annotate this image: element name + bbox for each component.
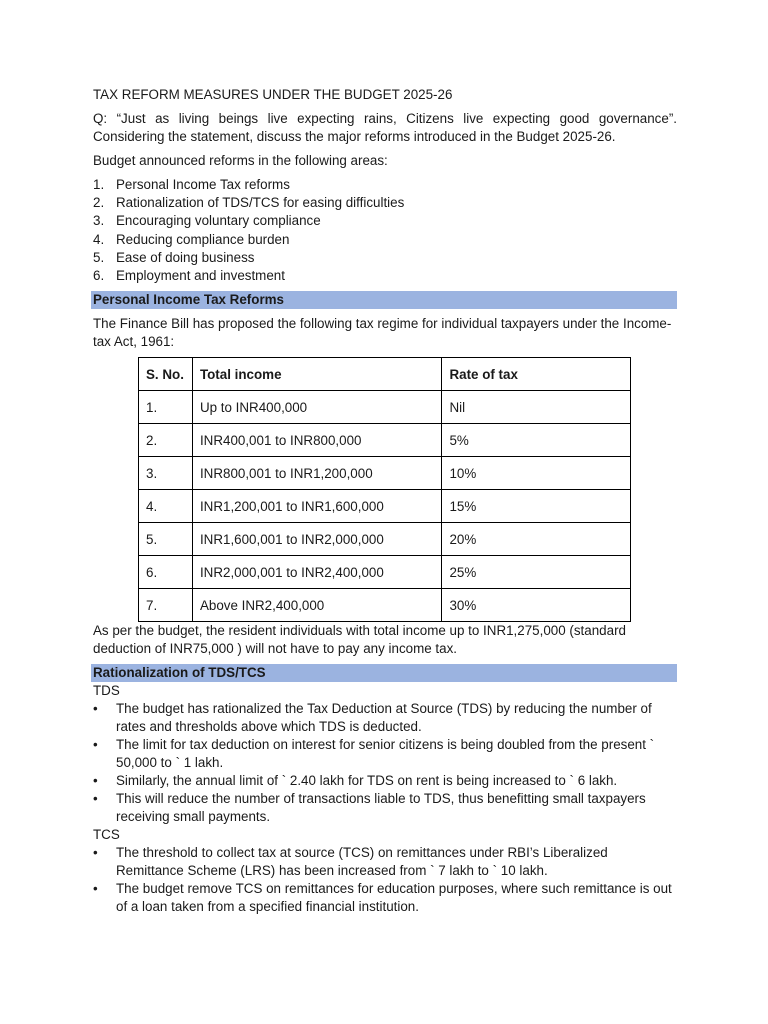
table-cell: INR400,001 to INR800,000 — [192, 424, 442, 457]
document-body — [93, 86, 677, 916]
list-item — [93, 736, 677, 772]
list-item — [93, 249, 677, 267]
table-cell: 10% — [442, 457, 631, 490]
table-cell: 5% — [442, 424, 631, 457]
table-cell: 4. — [139, 490, 193, 523]
tax-regime-lead: The Finance Bill has proposed the following tax regime for individual taxpayers under the Income-tax Act, 1961: — [93, 316, 672, 350]
table-row — [139, 523, 631, 556]
column-header-sno: S. No. — [139, 358, 193, 391]
list-item — [93, 267, 677, 285]
table-cell: Above INR2,400,000 — [192, 589, 442, 622]
tds-label: TDS — [93, 683, 120, 699]
list-item-text: The limit for tax deduction on interest for senior citizens is being doubled from the present ` 50,000 to ` 1 lakh. — [116, 737, 655, 771]
list-item — [93, 790, 677, 826]
table-row — [139, 424, 631, 457]
table-header-row — [139, 358, 631, 391]
table-cell: INR1,600,001 to INR2,000,000 — [192, 523, 442, 556]
list-item — [93, 231, 677, 249]
table-row — [139, 556, 631, 589]
list-number: 3. — [93, 213, 105, 229]
question-text: Q: “Just as living beings live expecting rains, Citizens live expecting good governance”. Considering the statement, discuss the major reforms introduced in the Budget 2025-26. — [93, 111, 677, 144]
table-cell: INR2,000,001 to INR2,400,000 — [192, 556, 442, 589]
table-row — [139, 490, 631, 523]
tax-rate-table — [138, 357, 631, 622]
bullet: • — [93, 791, 98, 807]
list-item — [93, 880, 677, 916]
table-cell: INR1,200,001 to INR1,600,000 — [192, 490, 442, 523]
bullet: • — [93, 701, 98, 717]
table-cell: 1. — [139, 391, 193, 424]
list-item-text: Similarly, the annual limit of ` 2.40 lakh for TDS on rent is being increased to ` 6 lakh. — [116, 773, 618, 789]
column-header-income: Total income — [192, 358, 442, 391]
section-heading-tds-tcs: Rationalization of TDS/TCS — [91, 664, 677, 682]
table-cell: 7. — [139, 589, 193, 622]
table-cell: 3. — [139, 457, 193, 490]
list-item-text: Ease of doing business — [116, 249, 255, 265]
document-title: TAX REFORM MEASURES UNDER THE BUDGET 2025-26 — [93, 87, 453, 102]
list-item — [93, 700, 677, 736]
list-number: 1. — [93, 177, 105, 192]
list-item-text: Encouraging voluntary compliance — [116, 213, 321, 229]
list-number: 5. — [93, 249, 105, 265]
table-row — [139, 589, 631, 622]
list-item-text: Employment and investment — [116, 268, 285, 284]
list-item — [93, 772, 677, 790]
list-item — [93, 194, 677, 212]
section-heading-income-tax: Personal Income Tax Reforms — [91, 291, 677, 309]
list-item-text: Reducing compliance burden — [116, 231, 290, 247]
list-item — [93, 844, 677, 880]
tcs-points-list — [93, 844, 677, 916]
table-row — [139, 457, 631, 490]
list-item-text: The budget remove TCS on remittances for education purposes, where such remittance is out of a loan taken from a specified financial institution. — [116, 881, 672, 915]
table-row — [139, 391, 631, 424]
bullet: • — [93, 845, 98, 861]
table-cell: Nil — [442, 391, 631, 424]
table-cell: Up to INR400,000 — [192, 391, 442, 424]
list-item-text: Personal Income Tax reforms — [116, 177, 290, 192]
intro-text: Budget announced reforms in the following areas: — [93, 153, 388, 168]
list-item-text: This will reduce the number of transactions liable to TDS, thus benefitting small taxpayers receiving small payments. — [116, 791, 646, 825]
bullet: • — [93, 737, 98, 753]
list-number: 2. — [93, 195, 105, 211]
list-item-text: The threshold to collect tax at source (TCS) on remittances under RBI’s Liberalized Remittance Scheme (LRS) has been increased from ` 7 lakh to ` 10 lakh. — [116, 845, 608, 879]
exemption-note: As per the budget, the resident individuals with total income up to INR1,275,000 (standard deduction of INR75,000 ) will not have to pay any income tax. — [93, 623, 626, 657]
bullet: • — [93, 773, 98, 789]
reform-areas-list — [93, 176, 677, 285]
table-cell: 2. — [139, 424, 193, 457]
list-item — [93, 176, 677, 194]
list-item-text: Rationalization of TDS/TCS for easing difficulties — [116, 195, 405, 211]
column-header-rate: Rate of tax — [442, 358, 631, 391]
table-cell: 30% — [442, 589, 631, 622]
table-cell: 25% — [442, 556, 631, 589]
bullet: • — [93, 881, 98, 897]
list-number: 6. — [93, 268, 105, 284]
table-cell: 15% — [442, 490, 631, 523]
table-cell: 6. — [139, 556, 193, 589]
tds-points-list — [93, 700, 677, 826]
list-item — [93, 212, 677, 230]
table-cell: INR800,001 to INR1,200,000 — [192, 457, 442, 490]
table-cell: 5. — [139, 523, 193, 556]
table-cell: 20% — [442, 523, 631, 556]
list-item-text: The budget has rationalized the Tax Deduction at Source (TDS) by reducing the number of rates and thresholds above which TDS is deducted. — [116, 701, 652, 735]
list-number: 4. — [93, 231, 105, 247]
tcs-label: TCS — [93, 827, 120, 843]
